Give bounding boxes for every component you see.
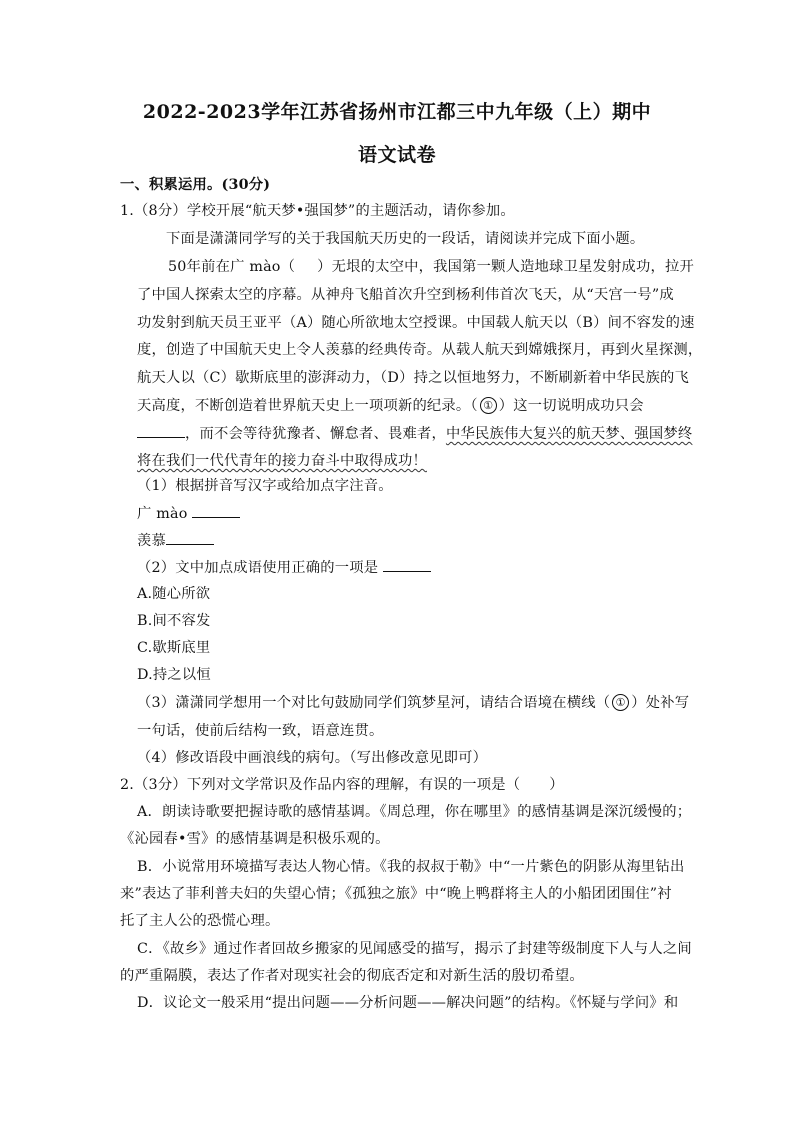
question-2-option-d-line-1: D．议论文一般采用“提出问题——分析问题——解决问题”的结构。《怀疑与学问》和 — [137, 995, 679, 1011]
sub-question-3-line-1 — [137, 693, 689, 713]
question-2-option-b-line-1: B．小说常用环境描写表达人物心情。《我的叔叔于勒》中“一片紫色的阴影从海里钻出 — [137, 859, 685, 875]
question-2-option-c-line-1: C．《故乡》通过作者回故乡搬家的见闻感受的描写，揭示了封建等级制度下人与人之间 — [137, 941, 692, 957]
passage-text: 天高度，不断创造着世界航天史上一项项新的纪录。（ — [137, 398, 478, 414]
word-label: 羡慕 — [137, 533, 166, 549]
answer-blank-mao[interactable] — [192, 503, 240, 518]
option-d: D.持之以恒 — [137, 667, 211, 683]
section-heading: 一、积累运用。(30分) — [120, 177, 271, 193]
option-a: A.随心所欲 — [137, 586, 211, 602]
passage-line-4: 度，创造了中国航天史上令人羡慕的经典传奇。从载人航天到嫦娥探月，再到火星探测， — [137, 342, 703, 358]
option-c: C.歇斯底里 — [137, 640, 211, 656]
passage-line-5: 航天人以（C）歇斯底里的澎湃动力，（D）持之以恒地努力，不断刷新着中华民族的飞 — [137, 370, 690, 386]
sub-question-1-item-1 — [137, 503, 240, 524]
passage-line-6 — [137, 396, 644, 416]
sub-question-3-line-2: 一句话，使前后结构一致，语意连贯。 — [137, 723, 384, 739]
question-2-option-a-line-2: 《沁园春•雪》的感情基调是积极乐观的。 — [120, 831, 390, 847]
sub-question-1-item-2 — [137, 530, 214, 551]
answer-blank-1[interactable] — [137, 423, 185, 438]
passage-line-2: 了中国人探索太空的序幕。从神舟飞船首次升空到杨利伟首次飞天，从“天宫一号”成 — [137, 287, 674, 303]
question-1-intro: 下面是潇潇同学写的关于我国航天历史的一段话，请阅读并完成下面小题。 — [166, 231, 645, 247]
pinyin-label: 广 mào — [137, 506, 188, 522]
exam-title-line1: 2022-2023学年江苏省扬州市江都三中九年级（上）期中 — [142, 101, 652, 123]
sub-question-2-prompt — [137, 557, 431, 578]
passage-text: ，而不会等待犹豫者、懈怠者、畏难者， — [185, 426, 446, 442]
prompt-text: ）处补写 — [631, 695, 690, 711]
question-2-option-b-line-2: 来”表达了菲利普夫妇的失望心情；《孤独之旅》中“晚上鸭群将主人的小船团团围住”衬 — [120, 886, 672, 902]
answer-blank-xianmu[interactable] — [166, 530, 214, 545]
question-1-stem: 1.（8分）学校开展“航天梦•强国梦”的主题活动，请你参加。 — [120, 203, 515, 219]
passage-line-8 — [137, 451, 427, 471]
passage-text: 50年前在广 mào（ — [168, 259, 296, 275]
question-2-option-a-line-1: A．朗读诗歌要把握诗歌的感情基调。《周总理，你在哪里》的感情基调是深沉缓慢的； — [137, 804, 692, 820]
question-2-stem: 2.（3分）下列对文学常识及作品内容的理解，有误的一项是（ ） — [120, 777, 564, 793]
passage-line-1 — [168, 257, 694, 277]
prompt-text: （3）潇潇同学想用一个对比句鼓励同学们筑梦星河，请结合语境在横线（ — [137, 695, 611, 711]
passage-line-3: 功发射到航天员王亚平（A）随心所欲地太空授课。中国载人航天以（B）间不容发的速 — [137, 315, 695, 331]
passage-line-7 — [137, 423, 692, 444]
circled-number-1: ① — [612, 694, 629, 711]
sub-question-1-prompt: （1）根据拼音写汉字或给加点字注音。 — [137, 478, 393, 494]
wavy-underlined-sentence: 中华民族伟大复兴的航天梦、强国梦终 — [445, 426, 693, 442]
circled-number-1: ① — [480, 397, 497, 414]
exam-title-line2: 语文试卷 — [357, 144, 436, 166]
question-2-option-c-line-2: 的严重隔膜，表达了作者对现实社会的彻底否定和对新生活的殷切希望。 — [120, 968, 584, 984]
option-b: B.间不容发 — [137, 613, 211, 629]
sub-question-4-prompt: （4）修改语段中画浪线的病句。（写出修改意见即可） — [137, 750, 488, 766]
passage-text: ）这一切说明成功只会 — [498, 398, 644, 414]
wavy-underlined-sentence: 将在我们一代代青年的接力奋斗中取得成功！ — [137, 453, 427, 469]
passage-text: ）无垠的太空中，我国第一颗人造地球卫星发射成功，拉开 — [317, 259, 695, 275]
prompt-text: （2）文中加点成语使用正确的一项是 — [137, 560, 379, 576]
question-2-option-b-line-3: 托了主人公的恐慌心理。 — [120, 913, 280, 929]
answer-blank-choice[interactable] — [383, 557, 431, 572]
